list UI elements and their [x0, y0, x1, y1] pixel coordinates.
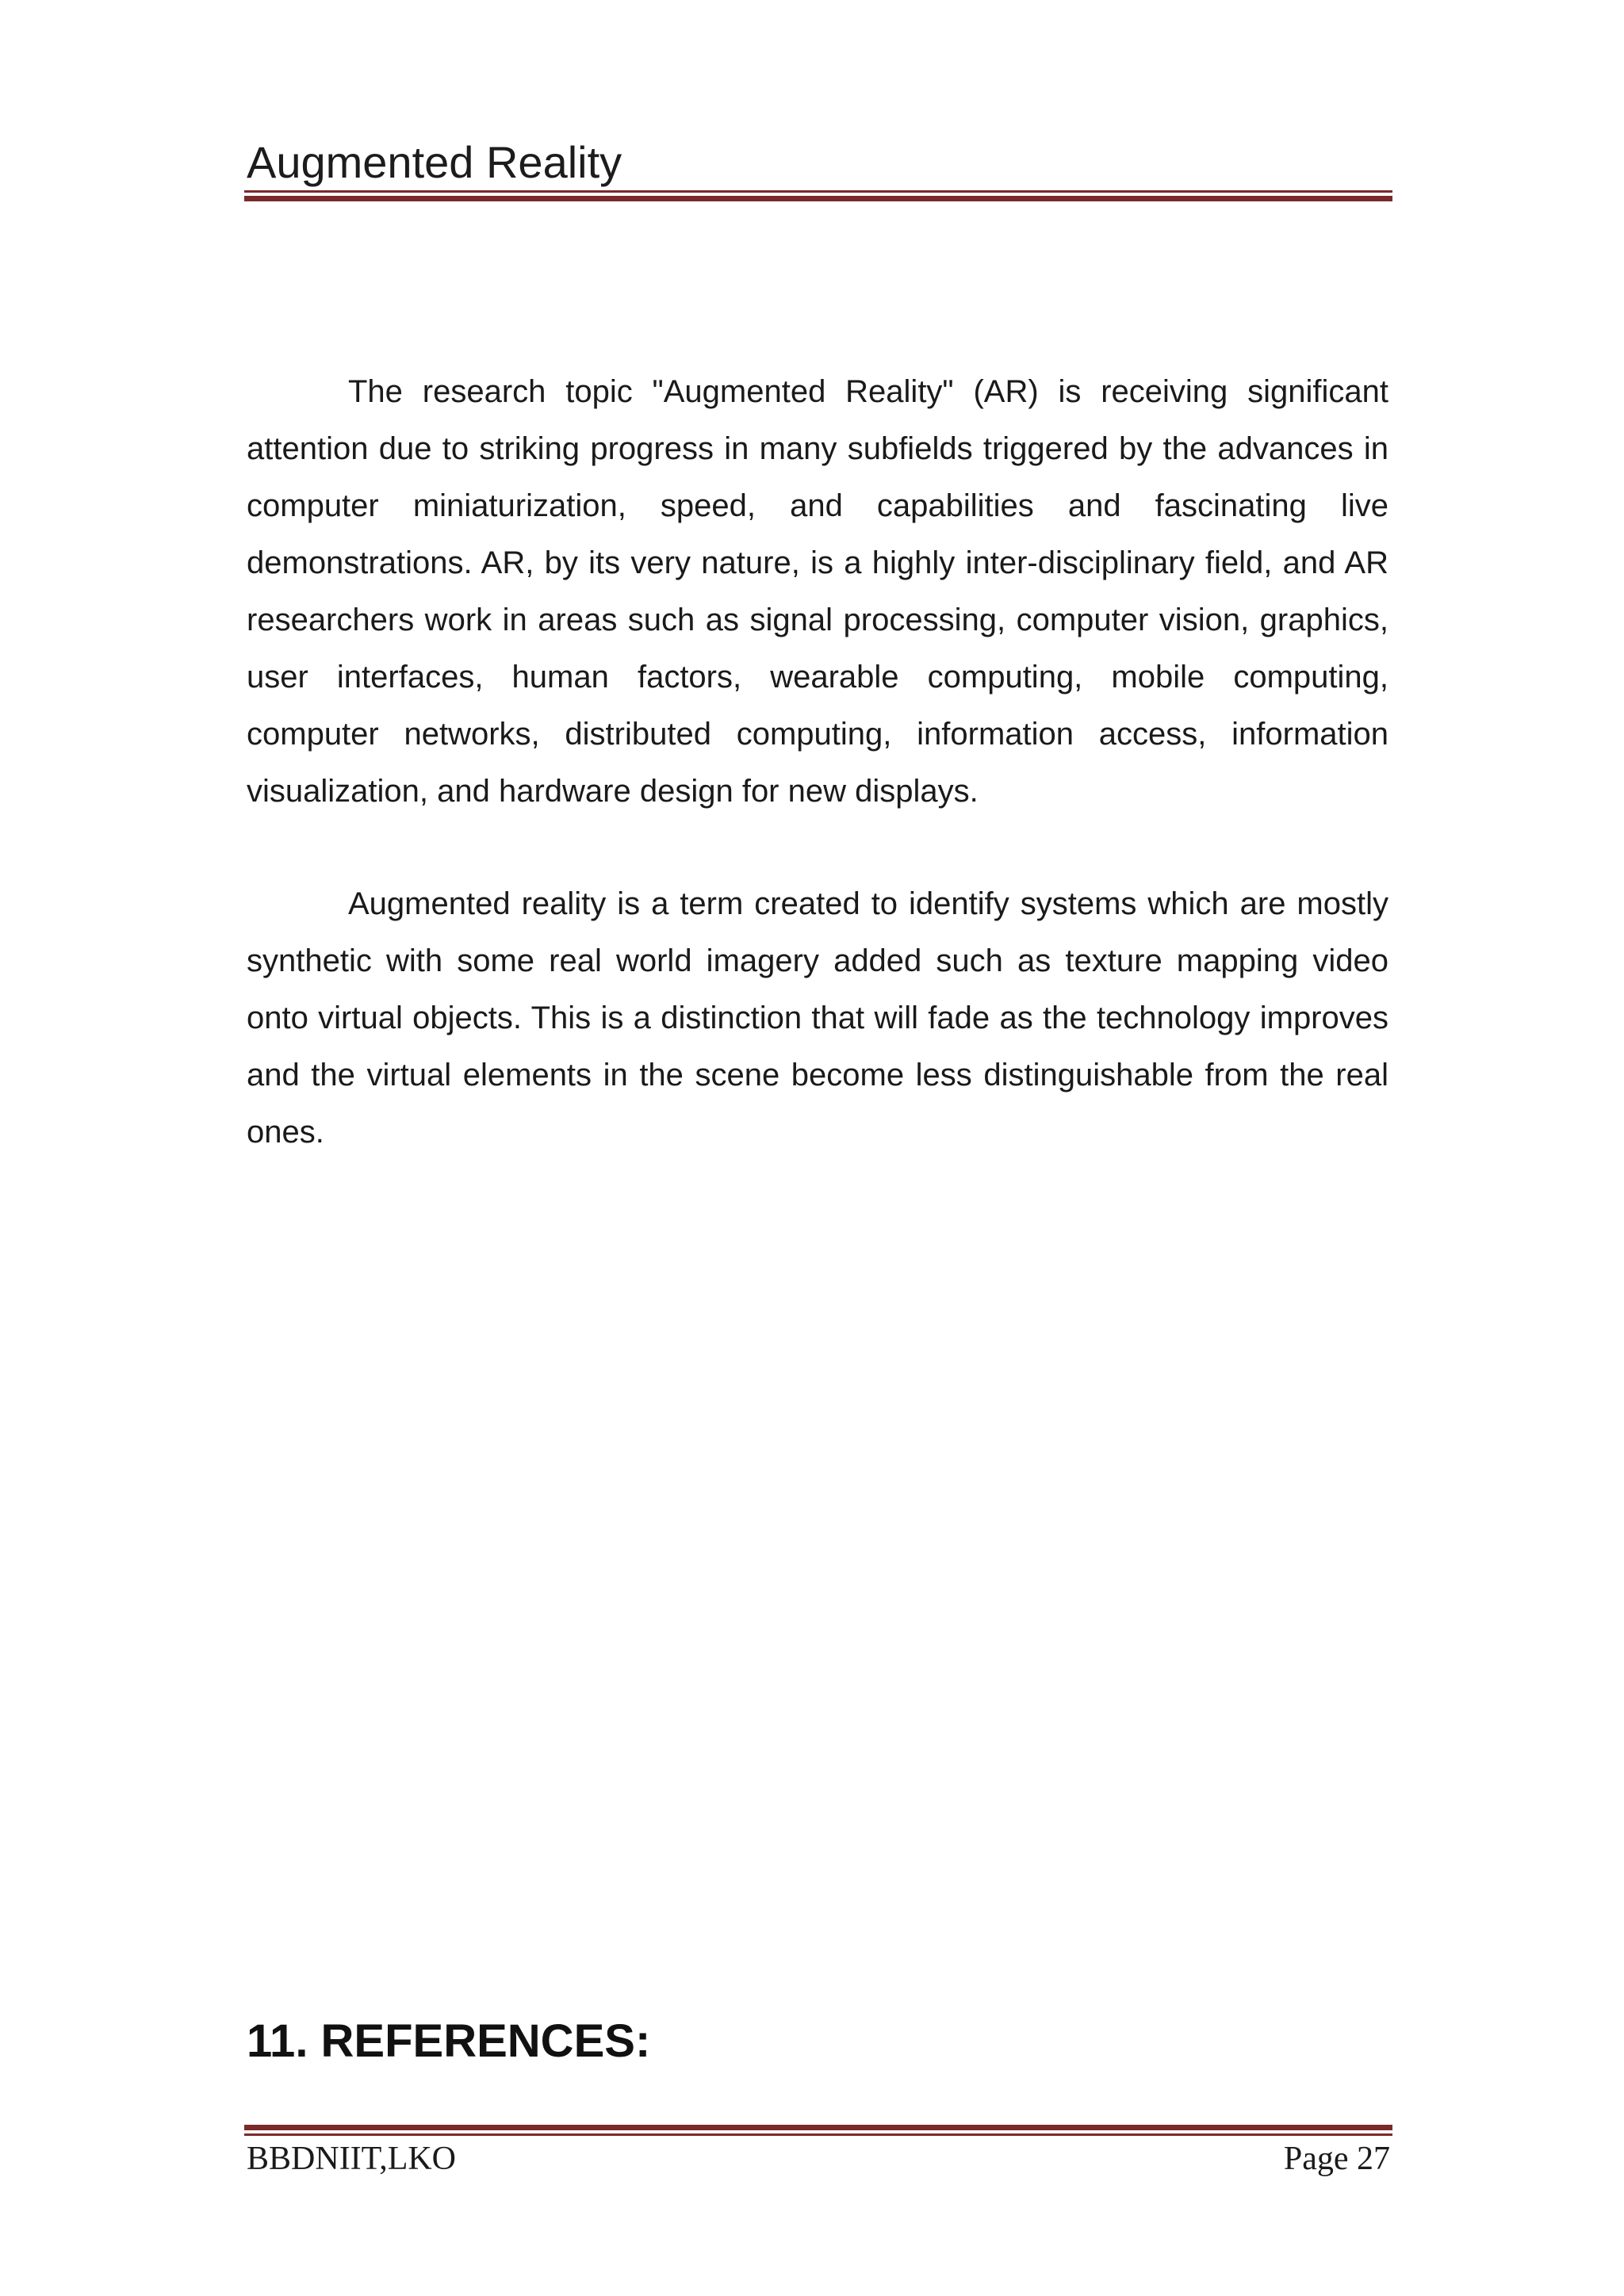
footer-page-number: Page 27: [1283, 2141, 1390, 2177]
page-header-title: Augmented Reality: [247, 137, 622, 187]
body-paragraph-2: Augmented reality is a term created to identify systems which are mostly synthetic with some real world imagery added such as texture mapping video onto virtual objects. This is a distinction that will fade as the technology improves and the virtual elements in the scene become less distinguishable from the real ones.: [247, 886, 1388, 1150]
footer-institution: BBDNIIT,LKO: [247, 2141, 457, 2177]
body-paragraph-1: The research topic "Augmented Reality" (AR) is receiving significant attention due to striking progress in many subfields triggered by the advances in computer miniaturization, speed, and capabilities and fascinating live demonstrations. AR, by its very nature, is a highly inter-disciplinary field, and AR researchers work in areas such as signal processing, computer vision, graphics, user interfaces, human factors, wearable computing, mobile computing, computer networks, distributed computing, information access, information visualization, and hardware design for new displays.: [247, 374, 1388, 809]
section-heading-references: 11. REFERENCES:: [247, 2015, 651, 2067]
footer-divider-thick-line: [244, 2125, 1392, 2130]
header-divider: [244, 190, 1392, 201]
footer-divider: [244, 2125, 1392, 2136]
footer-divider-thin-line: [244, 2133, 1392, 2136]
header-divider-thick-line: [244, 196, 1392, 201]
